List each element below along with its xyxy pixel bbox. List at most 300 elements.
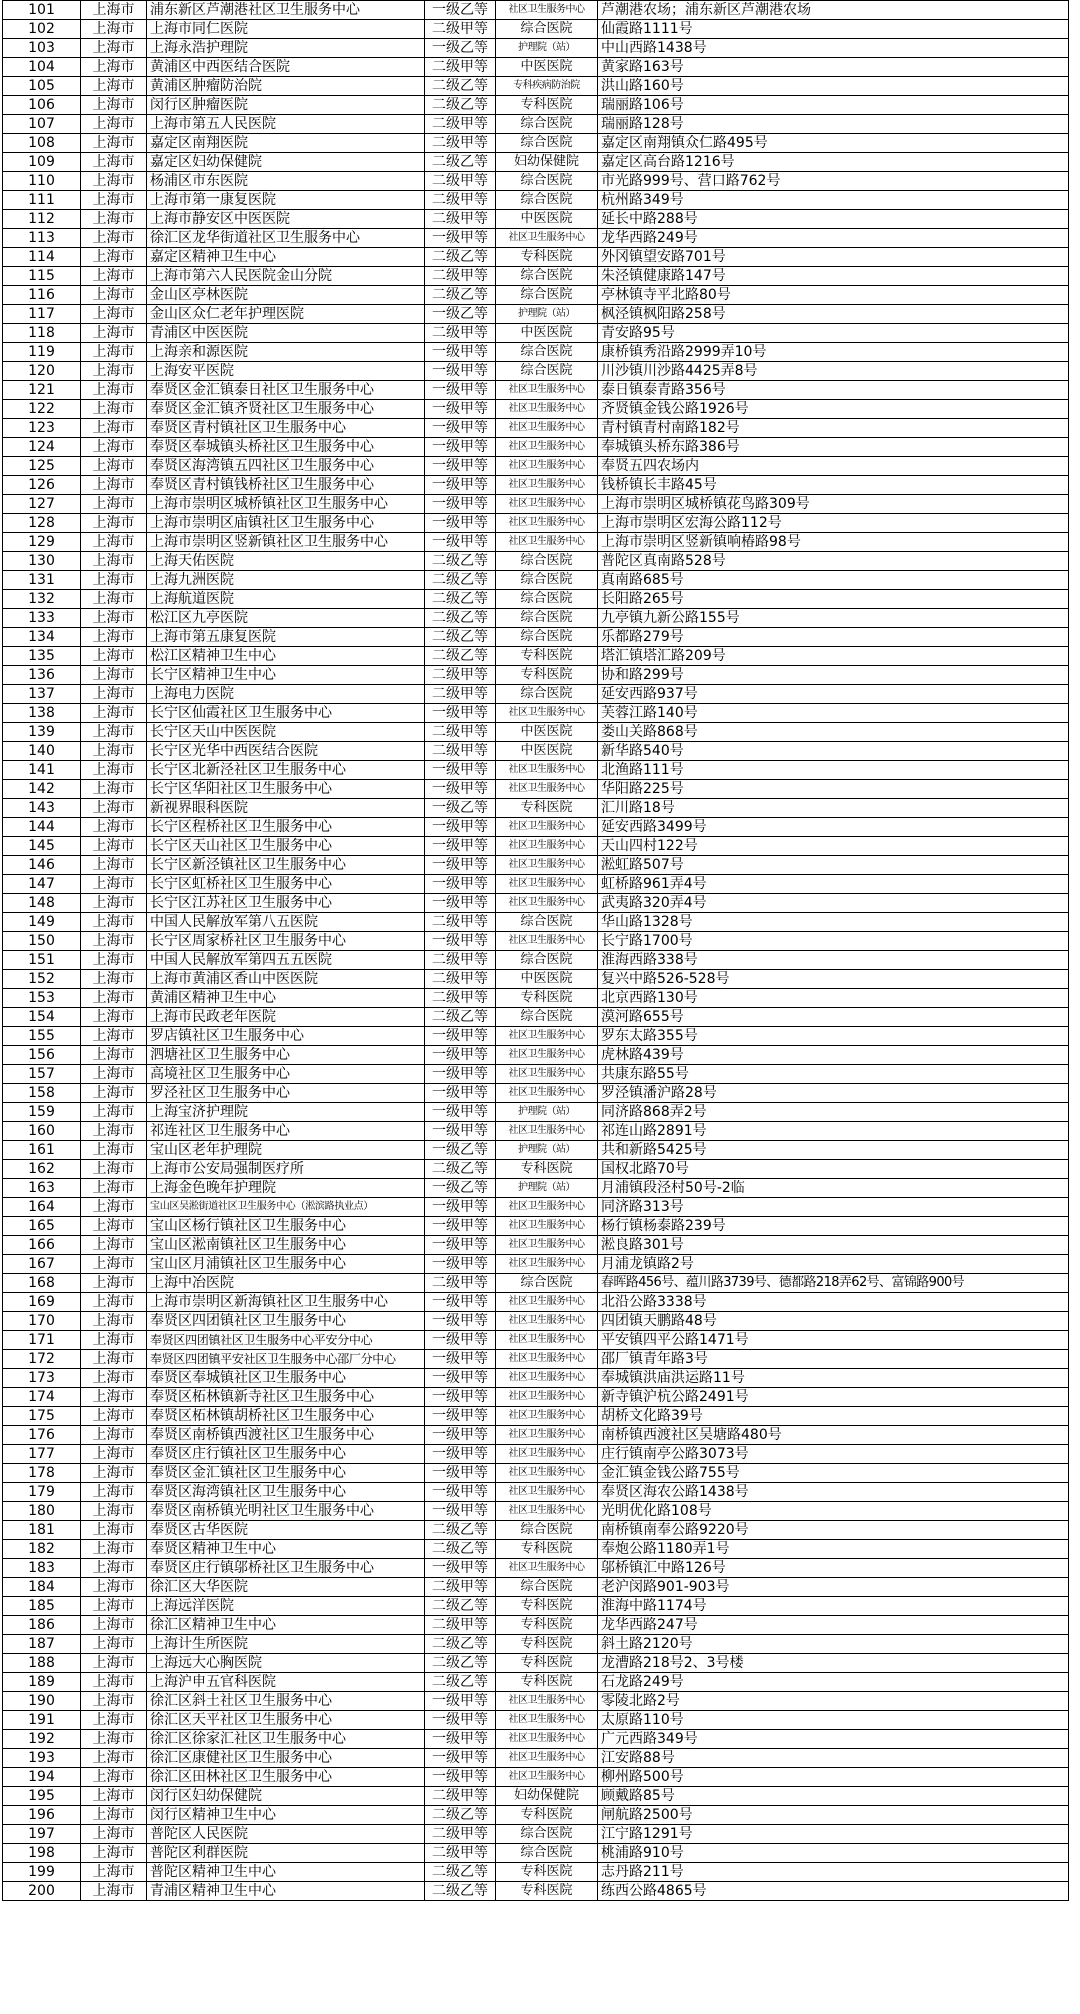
table-row bbox=[3, 1084, 1069, 1103]
institution-name-cell: 上海远洋医院 bbox=[147, 1597, 425, 1616]
address-cell: 罗泾镇潘沪路28号 bbox=[598, 1084, 1069, 1103]
institution-type-cell: 护理院（站） bbox=[496, 305, 598, 324]
grade-cell: 一级甲等 bbox=[425, 1426, 496, 1445]
address-cell: 练西公路4865号 bbox=[598, 1882, 1069, 1901]
row-number-cell: 119 bbox=[3, 343, 81, 362]
row-number-cell: 169 bbox=[3, 1293, 81, 1312]
grade-cell: 二级乙等 bbox=[425, 1882, 496, 1901]
row-number-cell: 137 bbox=[3, 685, 81, 704]
grade-cell: 一级甲等 bbox=[425, 514, 496, 533]
row-number-cell: 134 bbox=[3, 628, 81, 647]
institution-type-cell: 专科医院 bbox=[496, 1160, 598, 1179]
institution-type-cell: 社区卫生服务中心 bbox=[496, 419, 598, 438]
institution-type-cell: 综合医院 bbox=[496, 20, 598, 39]
institution-name-cell: 泗塘社区卫生服务中心 bbox=[147, 1046, 425, 1065]
address-cell: 北沿公路3338号 bbox=[598, 1293, 1069, 1312]
city-cell: 上海市 bbox=[81, 1103, 147, 1122]
table-row bbox=[3, 1730, 1069, 1749]
grade-cell: 一级甲等 bbox=[425, 1464, 496, 1483]
institution-name-cell: 长宁区精神卫生中心 bbox=[147, 666, 425, 685]
city-cell: 上海市 bbox=[81, 970, 147, 989]
institution-name-cell: 松江区九亭医院 bbox=[147, 609, 425, 628]
table-row bbox=[3, 1160, 1069, 1179]
institution-type-cell: 综合医院 bbox=[496, 134, 598, 153]
address-cell: 新华路540号 bbox=[598, 742, 1069, 761]
city-cell: 上海市 bbox=[81, 1787, 147, 1806]
address-cell: 柳州路500号 bbox=[598, 1768, 1069, 1787]
city-cell: 上海市 bbox=[81, 20, 147, 39]
institution-type-cell: 社区卫生服务中心 bbox=[496, 1046, 598, 1065]
institution-name-cell: 黄浦区精神卫生中心 bbox=[147, 989, 425, 1008]
hospital-table bbox=[2, 0, 1069, 1901]
row-number-cell: 114 bbox=[3, 248, 81, 267]
city-cell: 上海市 bbox=[81, 438, 147, 457]
row-number-cell: 117 bbox=[3, 305, 81, 324]
address-cell: 华山路1328号 bbox=[598, 913, 1069, 932]
table-row bbox=[3, 1027, 1069, 1046]
row-number-cell: 177 bbox=[3, 1445, 81, 1464]
table-row bbox=[3, 1236, 1069, 1255]
institution-type-cell: 综合医院 bbox=[496, 191, 598, 210]
grade-cell: 二级甲等 bbox=[425, 989, 496, 1008]
city-cell: 上海市 bbox=[81, 1160, 147, 1179]
grade-cell: 一级甲等 bbox=[425, 1217, 496, 1236]
grade-cell: 二级甲等 bbox=[425, 191, 496, 210]
row-number-cell: 140 bbox=[3, 742, 81, 761]
city-cell: 上海市 bbox=[81, 761, 147, 780]
institution-name-cell: 奉贤区四团镇平安社区卫生服务中心邵厂分中心 bbox=[147, 1350, 425, 1369]
institution-name-cell: 宝山区月浦镇社区卫生服务中心 bbox=[147, 1255, 425, 1274]
city-cell: 上海市 bbox=[81, 1502, 147, 1521]
row-number-cell: 145 bbox=[3, 837, 81, 856]
row-number-cell: 175 bbox=[3, 1407, 81, 1426]
grade-cell: 二级乙等 bbox=[425, 552, 496, 571]
city-cell: 上海市 bbox=[81, 191, 147, 210]
institution-type-cell: 综合医院 bbox=[496, 343, 598, 362]
address-cell: 金汇镇金钱公路755号 bbox=[598, 1464, 1069, 1483]
grade-cell: 一级甲等 bbox=[425, 1749, 496, 1768]
city-cell: 上海市 bbox=[81, 1274, 147, 1293]
address-cell: 祁连山路2891号 bbox=[598, 1122, 1069, 1141]
address-cell: 乐都路279号 bbox=[598, 628, 1069, 647]
grade-cell: 二级甲等 bbox=[425, 1825, 496, 1844]
address-cell: 长阳路265号 bbox=[598, 590, 1069, 609]
table-row bbox=[3, 761, 1069, 780]
city-cell: 上海市 bbox=[81, 609, 147, 628]
address-cell: 北渔路111号 bbox=[598, 761, 1069, 780]
institution-type-cell: 社区卫生服务中心 bbox=[496, 875, 598, 894]
city-cell: 上海市 bbox=[81, 1369, 147, 1388]
table-row bbox=[3, 1141, 1069, 1160]
row-number-cell: 166 bbox=[3, 1236, 81, 1255]
table-row bbox=[3, 875, 1069, 894]
grade-cell: 一级甲等 bbox=[425, 818, 496, 837]
city-cell: 上海市 bbox=[81, 913, 147, 932]
institution-type-cell: 社区卫生服务中心 bbox=[496, 1084, 598, 1103]
grade-cell: 一级甲等 bbox=[425, 1730, 496, 1749]
grade-cell: 二级乙等 bbox=[425, 1160, 496, 1179]
grade-cell: 二级乙等 bbox=[425, 628, 496, 647]
row-number-cell: 191 bbox=[3, 1711, 81, 1730]
institution-type-cell: 社区卫生服务中心 bbox=[496, 856, 598, 875]
city-cell: 上海市 bbox=[81, 856, 147, 875]
city-cell: 上海市 bbox=[81, 400, 147, 419]
grade-cell: 一级甲等 bbox=[425, 476, 496, 495]
row-number-cell: 147 bbox=[3, 875, 81, 894]
address-cell: 芦潮港农场；浦东新区芦潮港农场 bbox=[598, 1, 1069, 20]
table-row bbox=[3, 970, 1069, 989]
institution-type-cell: 专科医院 bbox=[496, 799, 598, 818]
institution-name-cell: 奉贤区庄行镇社区卫生服务中心 bbox=[147, 1445, 425, 1464]
institution-type-cell: 社区卫生服务中心 bbox=[496, 1407, 598, 1426]
institution-type-cell: 社区卫生服务中心 bbox=[496, 818, 598, 837]
city-cell: 上海市 bbox=[81, 1426, 147, 1445]
row-number-cell: 120 bbox=[3, 362, 81, 381]
table-row bbox=[3, 799, 1069, 818]
city-cell: 上海市 bbox=[81, 1407, 147, 1426]
institution-type-cell: 综合医院 bbox=[496, 552, 598, 571]
table-row bbox=[3, 1179, 1069, 1198]
institution-type-cell: 专科医院 bbox=[496, 1673, 598, 1692]
table-row bbox=[3, 1274, 1069, 1293]
institution-type-cell: 中医医院 bbox=[496, 324, 598, 343]
institution-name-cell: 奉贤区庄行镇邬桥社区卫生服务中心 bbox=[147, 1559, 425, 1578]
row-number-cell: 135 bbox=[3, 647, 81, 666]
institution-name-cell: 上海计生所医院 bbox=[147, 1635, 425, 1654]
table-row bbox=[3, 1825, 1069, 1844]
institution-name-cell: 上海中冶医院 bbox=[147, 1274, 425, 1293]
grade-cell: 二级乙等 bbox=[425, 1863, 496, 1882]
table-row bbox=[3, 324, 1069, 343]
grade-cell: 一级甲等 bbox=[425, 894, 496, 913]
row-number-cell: 123 bbox=[3, 419, 81, 438]
grade-cell: 一级甲等 bbox=[425, 1407, 496, 1426]
grade-cell: 一级甲等 bbox=[425, 343, 496, 362]
address-cell: 上海市崇明区宏海公路112号 bbox=[598, 514, 1069, 533]
institution-name-cell: 宝山区吴淞街道社区卫生服务中心（淞滨路执业点） bbox=[147, 1198, 425, 1217]
grade-cell: 二级甲等 bbox=[425, 723, 496, 742]
hospital-table-body bbox=[3, 1, 1069, 1901]
grade-cell: 二级乙等 bbox=[425, 609, 496, 628]
city-cell: 上海市 bbox=[81, 134, 147, 153]
institution-type-cell: 社区卫生服务中心 bbox=[496, 1369, 598, 1388]
address-cell: 桃浦路910号 bbox=[598, 1844, 1069, 1863]
grade-cell: 二级乙等 bbox=[425, 1635, 496, 1654]
institution-type-cell: 社区卫生服务中心 bbox=[496, 1730, 598, 1749]
city-cell: 上海市 bbox=[81, 1844, 147, 1863]
grade-cell: 二级乙等 bbox=[425, 647, 496, 666]
city-cell: 上海市 bbox=[81, 1730, 147, 1749]
institution-name-cell: 黄浦区中西医结合医院 bbox=[147, 58, 425, 77]
address-cell: 延长中路288号 bbox=[598, 210, 1069, 229]
table-row bbox=[3, 1578, 1069, 1597]
address-cell: 北京西路130号 bbox=[598, 989, 1069, 1008]
table-row bbox=[3, 856, 1069, 875]
city-cell: 上海市 bbox=[81, 210, 147, 229]
table-row bbox=[3, 837, 1069, 856]
city-cell: 上海市 bbox=[81, 1483, 147, 1502]
city-cell: 上海市 bbox=[81, 96, 147, 115]
institution-name-cell: 长宁区北新泾社区卫生服务中心 bbox=[147, 761, 425, 780]
address-cell: 月浦龙镇路2号 bbox=[598, 1255, 1069, 1274]
institution-name-cell: 宝山区淞南镇社区卫生服务中心 bbox=[147, 1236, 425, 1255]
table-row bbox=[3, 96, 1069, 115]
city-cell: 上海市 bbox=[81, 723, 147, 742]
institution-name-cell: 上海市崇明区城桥镇社区卫生服务中心 bbox=[147, 495, 425, 514]
row-number-cell: 157 bbox=[3, 1065, 81, 1084]
city-cell: 上海市 bbox=[81, 647, 147, 666]
city-cell: 上海市 bbox=[81, 799, 147, 818]
institution-type-cell: 社区卫生服务中心 bbox=[496, 495, 598, 514]
address-cell: 协和路299号 bbox=[598, 666, 1069, 685]
address-cell: 嘉定区南翔镇众仁路495号 bbox=[598, 134, 1069, 153]
grade-cell: 二级乙等 bbox=[425, 1673, 496, 1692]
table-row bbox=[3, 229, 1069, 248]
row-number-cell: 126 bbox=[3, 476, 81, 495]
table-row bbox=[3, 1768, 1069, 1787]
table-row bbox=[3, 1749, 1069, 1768]
address-cell: 钱桥镇长丰路45号 bbox=[598, 476, 1069, 495]
institution-name-cell: 奉贤区金汇镇泰日社区卫生服务中心 bbox=[147, 381, 425, 400]
grade-cell: 二级甲等 bbox=[425, 172, 496, 191]
grade-cell: 二级乙等 bbox=[425, 1806, 496, 1825]
table-row bbox=[3, 533, 1069, 552]
city-cell: 上海市 bbox=[81, 324, 147, 343]
institution-type-cell: 社区卫生服务中心 bbox=[496, 1293, 598, 1312]
institution-type-cell: 社区卫生服务中心 bbox=[496, 932, 598, 951]
table-row bbox=[3, 780, 1069, 799]
grade-cell: 二级甲等 bbox=[425, 666, 496, 685]
grade-cell: 一级甲等 bbox=[425, 457, 496, 476]
table-row bbox=[3, 723, 1069, 742]
table-row bbox=[3, 913, 1069, 932]
grade-cell: 二级乙等 bbox=[425, 77, 496, 96]
grade-cell: 一级甲等 bbox=[425, 362, 496, 381]
institution-type-cell: 综合医院 bbox=[496, 571, 598, 590]
table-row bbox=[3, 685, 1069, 704]
table-row bbox=[3, 419, 1069, 438]
institution-name-cell: 上海市崇明区竖新镇社区卫生服务中心 bbox=[147, 533, 425, 552]
grade-cell: 一级甲等 bbox=[425, 438, 496, 457]
city-cell: 上海市 bbox=[81, 1521, 147, 1540]
table-row bbox=[3, 134, 1069, 153]
address-cell: 奉城镇洪庙洪运路11号 bbox=[598, 1369, 1069, 1388]
grade-cell: 一级甲等 bbox=[425, 1711, 496, 1730]
grade-cell: 一级甲等 bbox=[425, 1122, 496, 1141]
institution-name-cell: 奉贤区柘林镇新寺社区卫生服务中心 bbox=[147, 1388, 425, 1407]
institution-name-cell: 奉贤区柘林镇胡桥社区卫生服务中心 bbox=[147, 1407, 425, 1426]
row-number-cell: 195 bbox=[3, 1787, 81, 1806]
row-number-cell: 149 bbox=[3, 913, 81, 932]
grade-cell: 一级甲等 bbox=[425, 1198, 496, 1217]
city-cell: 上海市 bbox=[81, 267, 147, 286]
table-row bbox=[3, 153, 1069, 172]
institution-type-cell: 综合医院 bbox=[496, 1825, 598, 1844]
grade-cell: 一级甲等 bbox=[425, 1559, 496, 1578]
institution-name-cell: 上海市公安局强制医疗所 bbox=[147, 1160, 425, 1179]
institution-name-cell: 上海市黄浦区香山中医医院 bbox=[147, 970, 425, 989]
row-number-cell: 122 bbox=[3, 400, 81, 419]
table-row bbox=[3, 1008, 1069, 1027]
table-row bbox=[3, 1521, 1069, 1540]
table-row bbox=[3, 1331, 1069, 1350]
institution-name-cell: 新视界眼科医院 bbox=[147, 799, 425, 818]
grade-cell: 一级甲等 bbox=[425, 856, 496, 875]
table-row bbox=[3, 609, 1069, 628]
address-cell: 长宁路1700号 bbox=[598, 932, 1069, 951]
institution-name-cell: 上海电力医院 bbox=[147, 685, 425, 704]
grade-cell: 一级甲等 bbox=[425, 837, 496, 856]
grade-cell: 二级乙等 bbox=[425, 1008, 496, 1027]
row-number-cell: 189 bbox=[3, 1673, 81, 1692]
institution-name-cell: 金山区亭林医院 bbox=[147, 286, 425, 305]
row-number-cell: 118 bbox=[3, 324, 81, 343]
grade-cell: 一级甲等 bbox=[425, 1065, 496, 1084]
institution-type-cell: 综合医院 bbox=[496, 172, 598, 191]
city-cell: 上海市 bbox=[81, 837, 147, 856]
grade-cell: 一级乙等 bbox=[425, 39, 496, 58]
institution-type-cell: 护理院（站） bbox=[496, 39, 598, 58]
grade-cell: 二级乙等 bbox=[425, 1597, 496, 1616]
table-row bbox=[3, 1844, 1069, 1863]
grade-cell: 一级甲等 bbox=[425, 1255, 496, 1274]
institution-type-cell: 社区卫生服务中心 bbox=[496, 533, 598, 552]
address-cell: 江宁路1291号 bbox=[598, 1825, 1069, 1844]
institution-name-cell: 罗泾社区卫生服务中心 bbox=[147, 1084, 425, 1103]
city-cell: 上海市 bbox=[81, 343, 147, 362]
institution-name-cell: 青浦区中医医院 bbox=[147, 324, 425, 343]
institution-type-cell: 专科疾病防治院 bbox=[496, 77, 598, 96]
row-number-cell: 125 bbox=[3, 457, 81, 476]
address-cell: 闸航路2500号 bbox=[598, 1806, 1069, 1825]
address-cell: 普陀区真南路528号 bbox=[598, 552, 1069, 571]
row-number-cell: 176 bbox=[3, 1426, 81, 1445]
institution-name-cell: 奉贤区古华医院 bbox=[147, 1521, 425, 1540]
address-cell: 娄山关路868号 bbox=[598, 723, 1069, 742]
institution-type-cell: 中医医院 bbox=[496, 970, 598, 989]
city-cell: 上海市 bbox=[81, 1654, 147, 1673]
address-cell: 天山四村122号 bbox=[598, 837, 1069, 856]
table-row bbox=[3, 343, 1069, 362]
institution-type-cell: 专科医院 bbox=[496, 666, 598, 685]
table-row bbox=[3, 628, 1069, 647]
address-cell: 龙华西路247号 bbox=[598, 1616, 1069, 1635]
address-cell: 石龙路249号 bbox=[598, 1673, 1069, 1692]
row-number-cell: 128 bbox=[3, 514, 81, 533]
address-cell: 亭林镇寺平北路80号 bbox=[598, 286, 1069, 305]
row-number-cell: 155 bbox=[3, 1027, 81, 1046]
institution-name-cell: 上海市第六人民医院金山分院 bbox=[147, 267, 425, 286]
institution-type-cell: 护理院（站） bbox=[496, 1103, 598, 1122]
table-row bbox=[3, 1445, 1069, 1464]
address-cell: 广元西路349号 bbox=[598, 1730, 1069, 1749]
grade-cell: 二级甲等 bbox=[425, 913, 496, 932]
grade-cell: 一级甲等 bbox=[425, 704, 496, 723]
address-cell: 新寺镇沪杭公路2491号 bbox=[598, 1388, 1069, 1407]
row-number-cell: 183 bbox=[3, 1559, 81, 1578]
grade-cell: 二级乙等 bbox=[425, 571, 496, 590]
grade-cell: 二级甲等 bbox=[425, 210, 496, 229]
table-row bbox=[3, 362, 1069, 381]
city-cell: 上海市 bbox=[81, 1046, 147, 1065]
row-number-cell: 185 bbox=[3, 1597, 81, 1616]
institution-type-cell: 中医医院 bbox=[496, 210, 598, 229]
grade-cell: 一级甲等 bbox=[425, 780, 496, 799]
address-cell: 老沪闵路901-903号 bbox=[598, 1578, 1069, 1597]
city-cell: 上海市 bbox=[81, 153, 147, 172]
grade-cell: 二级甲等 bbox=[425, 267, 496, 286]
table-row bbox=[3, 457, 1069, 476]
institution-name-cell: 上海亲和源医院 bbox=[147, 343, 425, 362]
city-cell: 上海市 bbox=[81, 1350, 147, 1369]
table-row bbox=[3, 248, 1069, 267]
row-number-cell: 164 bbox=[3, 1198, 81, 1217]
grade-cell: 一级甲等 bbox=[425, 400, 496, 419]
institution-type-cell: 社区卫生服务中心 bbox=[496, 476, 598, 495]
table-row bbox=[3, 1673, 1069, 1692]
address-cell: 共康东路55号 bbox=[598, 1065, 1069, 1084]
address-cell: 嘉定区高台路1216号 bbox=[598, 153, 1069, 172]
institution-type-cell: 社区卫生服务中心 bbox=[496, 229, 598, 248]
institution-type-cell: 专科医院 bbox=[496, 1616, 598, 1635]
institution-name-cell: 长宁区新泾镇社区卫生服务中心 bbox=[147, 856, 425, 875]
city-cell: 上海市 bbox=[81, 229, 147, 248]
institution-type-cell: 妇幼保健院 bbox=[496, 153, 598, 172]
institution-name-cell: 上海市崇明区新海镇社区卫生服务中心 bbox=[147, 1293, 425, 1312]
city-cell: 上海市 bbox=[81, 1084, 147, 1103]
grade-cell: 一级甲等 bbox=[425, 1502, 496, 1521]
grade-cell: 一级甲等 bbox=[425, 1236, 496, 1255]
address-cell: 淮海西路338号 bbox=[598, 951, 1069, 970]
row-number-cell: 141 bbox=[3, 761, 81, 780]
city-cell: 上海市 bbox=[81, 932, 147, 951]
table-row bbox=[3, 571, 1069, 590]
address-cell: 虎林路439号 bbox=[598, 1046, 1069, 1065]
table-row bbox=[3, 1692, 1069, 1711]
institution-type-cell: 专科医院 bbox=[496, 1806, 598, 1825]
grade-cell: 一级甲等 bbox=[425, 1388, 496, 1407]
address-cell: 南桥镇西渡社区吴塘路480号 bbox=[598, 1426, 1069, 1445]
institution-name-cell: 上海远大心胸医院 bbox=[147, 1654, 425, 1673]
city-cell: 上海市 bbox=[81, 571, 147, 590]
address-cell: 塔汇镇塔汇路209号 bbox=[598, 647, 1069, 666]
address-cell: 淞虹路507号 bbox=[598, 856, 1069, 875]
city-cell: 上海市 bbox=[81, 533, 147, 552]
table-row bbox=[3, 172, 1069, 191]
address-cell: 太原路110号 bbox=[598, 1711, 1069, 1730]
institution-name-cell: 徐汇区天平社区卫生服务中心 bbox=[147, 1711, 425, 1730]
institution-name-cell: 闵行区肿瘤医院 bbox=[147, 96, 425, 115]
table-row bbox=[3, 1122, 1069, 1141]
institution-type-cell: 社区卫生服务中心 bbox=[496, 1559, 598, 1578]
address-cell: 奉贤区海农公路1438号 bbox=[598, 1483, 1069, 1502]
address-cell: 淮海中路1174号 bbox=[598, 1597, 1069, 1616]
grade-cell: 一级甲等 bbox=[425, 1312, 496, 1331]
table-row bbox=[3, 58, 1069, 77]
row-number-cell: 188 bbox=[3, 1654, 81, 1673]
address-cell: 延安西路3499号 bbox=[598, 818, 1069, 837]
address-cell: 漠河路655号 bbox=[598, 1008, 1069, 1027]
table-row bbox=[3, 989, 1069, 1008]
institution-name-cell: 上海金色晚年护理院 bbox=[147, 1179, 425, 1198]
row-number-cell: 199 bbox=[3, 1863, 81, 1882]
institution-name-cell: 金山区众仁老年护理医院 bbox=[147, 305, 425, 324]
row-number-cell: 152 bbox=[3, 970, 81, 989]
grade-cell: 一级甲等 bbox=[425, 229, 496, 248]
row-number-cell: 138 bbox=[3, 704, 81, 723]
table-row bbox=[3, 305, 1069, 324]
city-cell: 上海市 bbox=[81, 1464, 147, 1483]
